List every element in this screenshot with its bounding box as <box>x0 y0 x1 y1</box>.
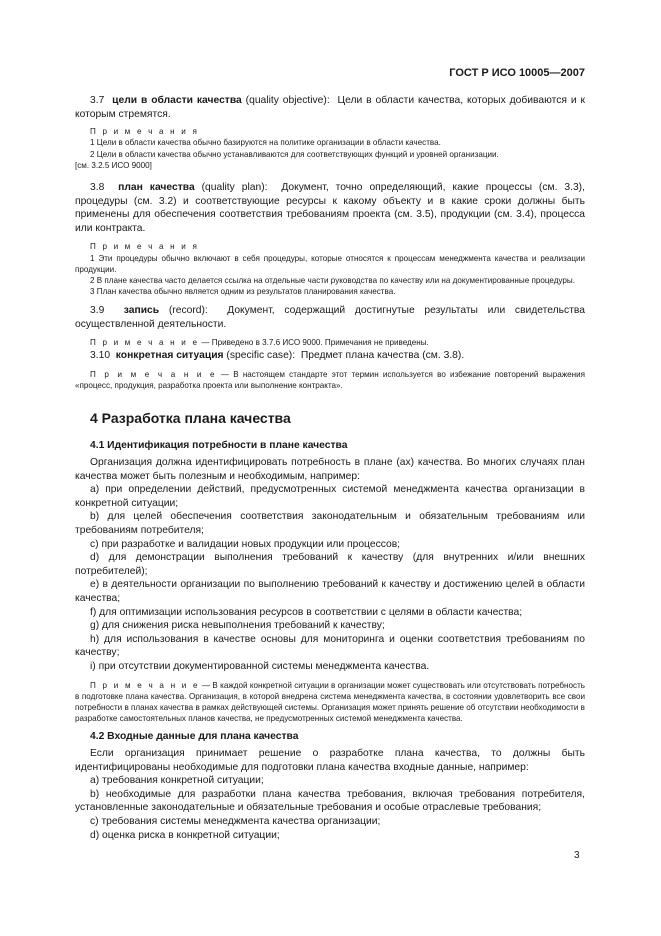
note-item: 3 План качества обычно является одним из результатов планирования качества. <box>90 287 396 297</box>
section-4 <box>75 410 585 426</box>
term: план качества <box>118 182 195 193</box>
list-item: c) при разработке и валидации новых продукции или процессов; <box>90 538 401 550</box>
note-item: [см. 3.2.5 ИСО 9000] <box>75 160 152 170</box>
subsection-4-2 <box>75 731 585 842</box>
list-item: b) для целей обеспечения соответствия законодательным и обязательным требованиям или требованиям потребителя; <box>75 511 585 536</box>
definition-3-9 <box>75 304 585 348</box>
definition-text: 3.9 запись (record): Документ, содержащий достигнутые результаты или свидетельства осуществленной деятельности. <box>75 305 585 330</box>
list-item: h) для использования в качестве основы для мониторинга и оценки соответствия требованиям по качеству; <box>75 633 585 659</box>
note: П р и м е ч а н и е — Приведено в 3.7.6 ИСО 9000. Примечания не приведены. <box>90 338 429 348</box>
definition-3-7 <box>75 94 585 171</box>
note: П р и м е ч а н и е — В настоящем стандарте этот термин используется во избежание повторений выражения «процесс, продукция, разработка проекта или выполнение контракта». <box>75 369 585 390</box>
definition-3-8 <box>75 181 585 297</box>
note-item: 2 Цели в области качества обычно устанавливаются для соответствующих функций и уровней организации. <box>90 149 499 159</box>
list-item: b) необходимые для разработки плана качества требования, включая требования потребителя, установленные законодательные и обязательные требования и особые отраслевые требования; <box>75 788 585 814</box>
document-code: ГОСТ Р ИСО 10005—2007 <box>449 67 585 79</box>
list-item: f) для оптимизации использования ресурсов в соответствии с целями в области качества; <box>90 606 523 618</box>
section-title: 4 Разработка плана качества <box>90 410 291 426</box>
definition-text: 3.7 цели в области качества (quality objective): Цели в области качества, которых добиваются и к которым стремятся. <box>75 95 585 120</box>
list-item: i) при отсутствии документированной системы менеджмента качества. <box>90 660 430 672</box>
paragraph: Если организация принимает решение о разработке плана качества, то должны быть идентифицированы необходимые для подготовки плана качества входные данные, например: <box>75 748 585 773</box>
page-number: 3 <box>574 850 580 861</box>
term: цели в области качества <box>112 95 242 106</box>
list-item: e) в деятельности организации по выполнению требований к качеству и достижению целей в области качества; <box>75 579 585 604</box>
term: запись <box>123 305 160 316</box>
definition-text: 3.8 план качества (quality plan): Документ, точно определяющий, какие процессы (см. 3.3), процедуры (см. 3.2) и соответствующие ресурсы к какому объекту и в какие сроки должны быть применены для обеспечения соответствия требованиям проекта (см. 3.5), продукции (см. 3.4), процесса или контракта. <box>75 182 585 234</box>
note-item: 2 В плане качества часто делается ссылка на отдельные части руководства по качеству или на документированные процедуры. <box>90 275 575 285</box>
list-item: g) для снижения риска невыполнения требований к качеству; <box>90 620 385 632</box>
notes-title: П р и м е ч а н и я <box>90 242 200 252</box>
note-item: 1 Цели в области качества обычно базируются на политике организации в области качества. <box>90 138 441 148</box>
list-item: d) для демонстрации выполнения требований к качеству (для внутренних и/или внешних потребителей); <box>75 552 585 577</box>
list-item: d) оценка риска в конкретной ситуации; <box>90 829 280 841</box>
subsection-title: 4.1 Идентификация потребности в плане качества <box>90 440 348 451</box>
list-item: a) при определении действий, предусмотренных системой менеджмента качества организации в конкретной ситуации; <box>75 484 585 509</box>
notes-title: П р и м е ч а н и я <box>90 127 200 137</box>
subsection-title: 4.2 Входные данные для плана качества <box>90 731 299 742</box>
note-item: 1 Эти процедуры обычно включают в себя процедуры, которые относятся к процессам менеджмента качества и реализации продукции. <box>75 253 585 274</box>
definition-3-10 <box>75 349 585 391</box>
note: П р и м е ч а н и е — В каждой конкретной ситуации в организации может существовать или отсутствовать потребность в подготовке плана качества. Организация, в которой внедрена система менеджмента качества, в состоянии удовлетворить все свои потребности в планах качества в рамках действующей системы. Организация может принять решение об отсутствии необходимости в разработке самостоятельных планов качества, не предусмотренных системой менеджмента качества. <box>75 680 586 724</box>
subsection-4-1 <box>75 440 585 724</box>
definition-text: 3.10 конкретная ситуация (specific case): Предмет плана качества (см. 3.8). <box>90 350 465 361</box>
term: конкретная ситуация <box>115 350 224 361</box>
list-item: c) требования системы менеджмента качества организации; <box>90 815 381 827</box>
list-item: a) требования конкретной ситуации; <box>90 775 264 787</box>
paragraph: Организация должна идентифицировать потребность в плане (ах) качества. Во многих случаях план качества может быть полезным и необходимым, например: <box>75 457 585 482</box>
